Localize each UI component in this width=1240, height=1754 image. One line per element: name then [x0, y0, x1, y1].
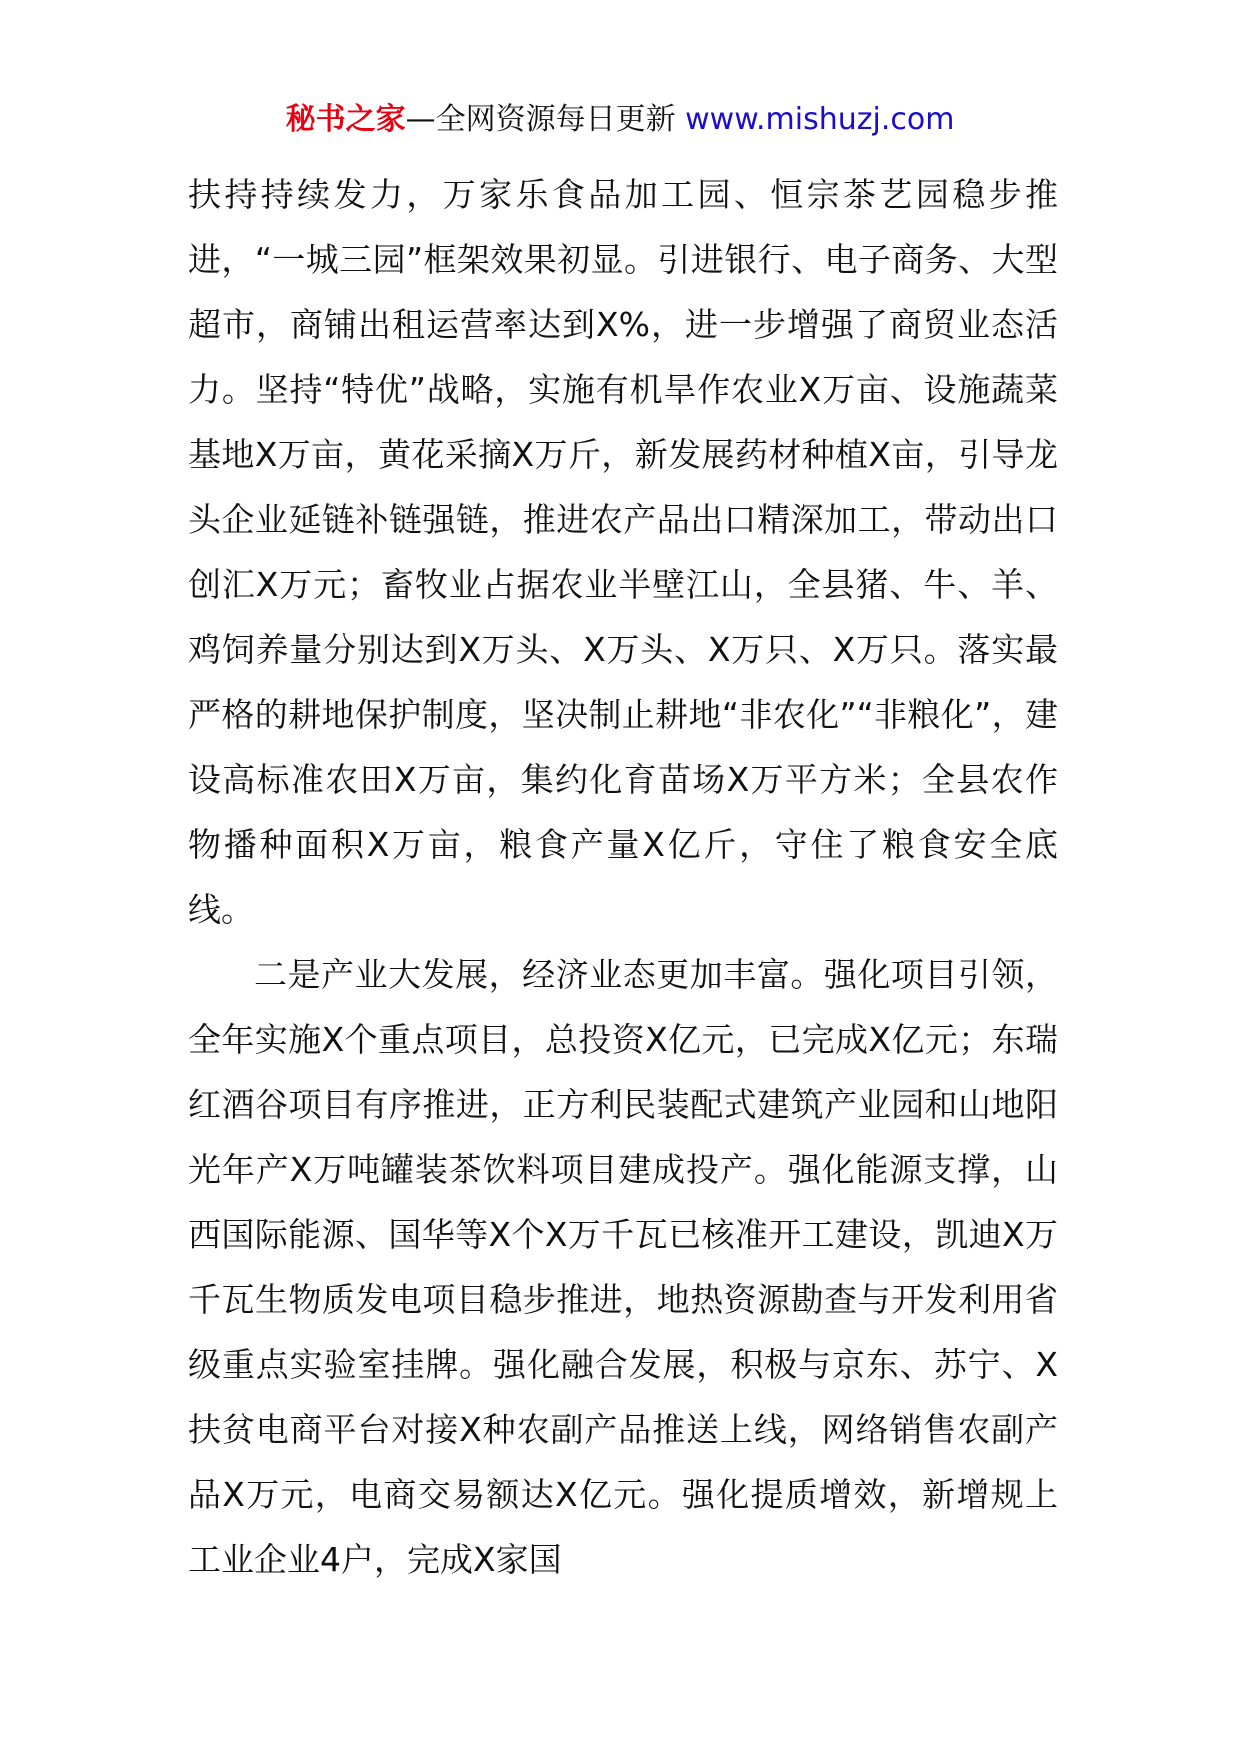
document-body	[188, 162, 1058, 1592]
site-url-link[interactable]: www.mishuzj.com	[685, 102, 955, 137]
paragraph-industry-development: 二是产业大发展，经济业态更加丰富。强化项目引领，全年实施X个重点项目，总投资X亿元，已完成X亿元；东瑞红酒谷项目有序推进，正方利民装配式建筑产业园和山地阳光年产X万吨罐装茶饮料项目建成投产。强化能源支撑，山西国际能源、国华等X个X万千瓦已核准开工建设，凯迪X万千瓦生物质发电项目稳步推进，地热资源勘查与开发利用省级重点实验室挂牌。强化融合发展，积极与京东、苏宁、X扶贫电商平台对接X种农副产品推送上线，网络销售农副产品X万元，电商交易额达X亿元。强化提质增效，新增规上工业企业4户，完成X家国	[188, 955, 1058, 1579]
paragraph-continued: 扶持持续发力，万家乐食品加工园、恒宗茶艺园稳步推进，“一城三园”框架效果初显。引进银行、电子商务、大型超市，商铺出租运营率达到X%，进一步增强了商贸业态活力。坚持“特优”战略，实施有机旱作农业X万亩、设施蔬菜基地X万亩，黄花采摘X万斤，新发展药材种植X亩，引导龙头企业延链补链强链，推进农产品出口精深加工，带动出口创汇X万元；畜牧业占据农业半壁江山，全县猪、牛、羊、鸡饲养量分别达到X万头、X万头、X万只、X万只。落实最严格的耕地保护制度，坚决制止耕地“非农化”“非粮化”，建设高标准农田X万亩，集约化育苗场X万平方米；全县农作物播种面积X万亩，粮食产量X亿斤，守住了粮食安全底线。	[188, 175, 1058, 929]
brand-name: 秘书之家	[285, 102, 406, 137]
site-header	[0, 98, 1240, 142]
header-tagline: —全网资源每日更新	[405, 102, 676, 137]
